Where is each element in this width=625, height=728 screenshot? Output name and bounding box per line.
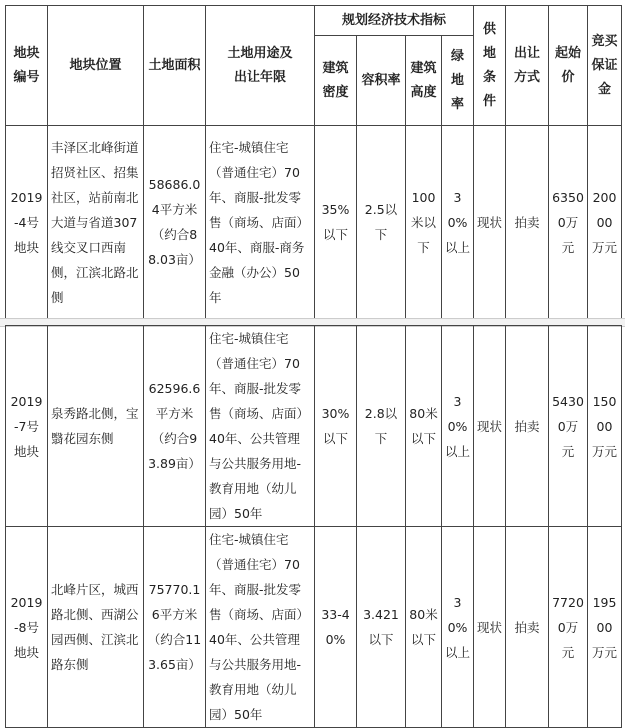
- method: 拍卖: [506, 326, 549, 527]
- green: 30%以上: [442, 126, 474, 319]
- header-area: 土地面积: [144, 6, 206, 126]
- header-indicators-group: 规划经济技术指标: [315, 6, 474, 36]
- supply: 现状: [474, 126, 506, 319]
- header-density: 建筑密度: [315, 36, 357, 126]
- table-row: [6, 326, 622, 527]
- header-deposit: 竞买保证金: [588, 6, 622, 126]
- header-supply: 供地条件: [474, 6, 506, 126]
- location: 北峰片区，城西路北侧、西湖公园西侧、江滨北路东侧: [48, 527, 144, 728]
- density: 35%以下: [315, 126, 357, 319]
- area: 62596.6平方米（约合93.89亩）: [144, 326, 206, 527]
- table-row: [6, 126, 622, 319]
- usage: 住宅-城镇住宅（普通住宅）70年、商服-批发零售（商场、店面）40年、公共管理与公共服务用地-教育用地（幼儿园）50年: [206, 326, 315, 527]
- far: 2.5以下: [357, 126, 406, 319]
- height: 80米以下: [406, 527, 442, 728]
- table-row: [6, 527, 622, 728]
- density: 33-40%: [315, 527, 357, 728]
- deposit: 15000万元: [588, 326, 622, 527]
- method: 拍卖: [506, 126, 549, 319]
- deposit: 19500万元: [588, 527, 622, 728]
- plot-no: 2019-7号地块: [6, 326, 48, 527]
- height: 100米以下: [406, 126, 442, 319]
- usage: 住宅-城镇住宅（普通住宅）70年、商服-批发零售（商场、店面）40年、公共管理与公共服务用地-教育用地（幼儿园）50年: [206, 527, 315, 728]
- header-far: 容积率: [357, 36, 406, 126]
- method: 拍卖: [506, 527, 549, 728]
- plot-no: 2019-4号地块: [6, 126, 48, 319]
- start-price: 54300万元: [549, 326, 588, 527]
- usage: 住宅-城镇住宅（普通住宅）70年、商服-批发零售（商场、店面）40年、商服-商务金融（办公）50年: [206, 126, 315, 319]
- supply: 现状: [474, 326, 506, 527]
- far: 3.421以下: [357, 527, 406, 728]
- deposit: 20000万元: [588, 126, 622, 319]
- location: 丰泽区北峰街道招贤社区、招集社区，站前南北大道与省道307线交叉口西南侧，江滨北路北侧: [48, 126, 144, 319]
- density: 30%以下: [315, 326, 357, 527]
- supply: 现状: [474, 527, 506, 728]
- header-plot-no: 地块编号: [6, 6, 48, 126]
- start-price: 63500万元: [549, 126, 588, 319]
- header-height: 建筑高度: [406, 36, 442, 126]
- header-location: 地块位置: [48, 6, 144, 126]
- height: 80米以下: [406, 326, 442, 527]
- land-table-part-1: [5, 5, 622, 319]
- land-table-part-2: [5, 325, 622, 728]
- green: 30%以上: [442, 326, 474, 527]
- far: 2.8以下: [357, 326, 406, 527]
- green: 30%以上: [442, 527, 474, 728]
- header-method: 出让方式: [506, 6, 549, 126]
- header-green: 绿地率: [442, 36, 474, 126]
- location: 泉秀路北侧，宝翳花园东侧: [48, 326, 144, 527]
- area: 58686.04平方米（约合88.03亩）: [144, 126, 206, 319]
- start-price: 77200万元: [549, 527, 588, 728]
- header-usage: 土地用途及出让年限: [206, 6, 315, 126]
- header-start-price: 起始价: [549, 6, 588, 126]
- area: 75770.16平方米（约合113.65亩）: [144, 527, 206, 728]
- plot-no: 2019-8号地块: [6, 527, 48, 728]
